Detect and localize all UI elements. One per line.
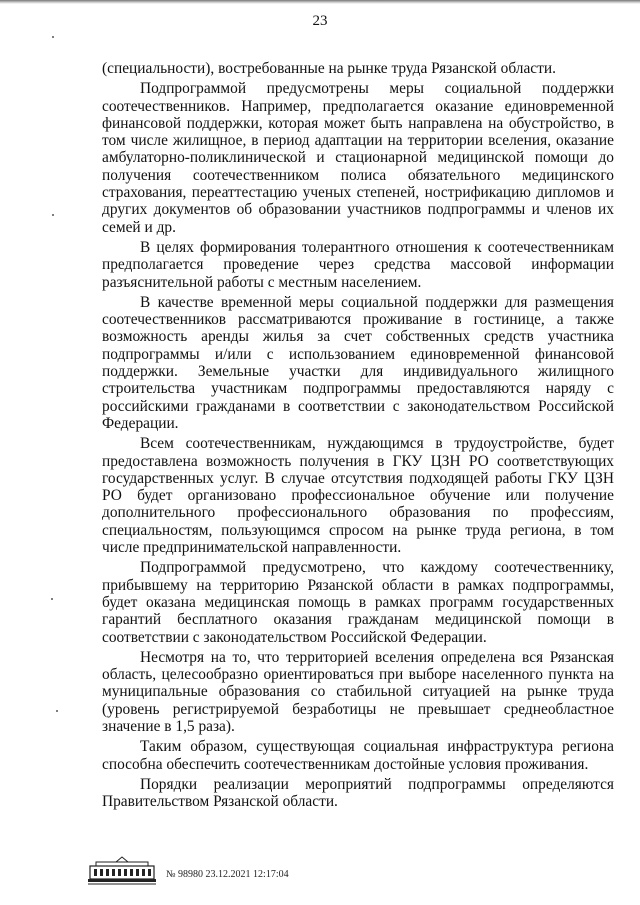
paragraph: В целях формирования толерантного отношения к соотечественникам предполагается проведение через средства массовой информации разъяснительной работы с местным населением. (102, 238, 614, 291)
paragraph: Несмотря на то, что территорией вселения определена вся Рязанская область, целесообразно ориентироваться при выборе населенного пункта на муниципальные образования со стабильной ситуацией на рынке труда (уровень регистрируемой безработицы не превышает среднеобластное значение в 1,5 раза). (102, 648, 614, 735)
page-number: 23 (312, 13, 328, 29)
scan-top-edge (0, 0, 640, 4)
scan-speck (56, 710, 58, 712)
paragraph: Таким образом, существующая социальная инфраструктура региона способна обеспечить соотечественникам достойные условия проживания. (102, 738, 614, 773)
registration-footer (86, 856, 386, 886)
building-stamp-icon (86, 856, 158, 886)
scan-speck (52, 36, 54, 38)
document-body (102, 60, 614, 810)
scan-speck (52, 214, 54, 216)
paragraph: (специальности), востребованные на рынке труда Рязанской области. (102, 60, 556, 77)
paragraph: В качестве временной меры социальной поддержки для размещения соотечественников рассматриваются проживание в гостинице, а также возможность аренды жилья за счет собственных средств участника подпрограммы и/или с использованием единовременной финансовой поддержки. Земельные участки для индивидуального жилищного строительства участникам подпрограммы предоставляются наряду с российскими гражданами в соответствии с законодательством Российской Федерации. (102, 293, 614, 432)
registration-stamp-text: № 98980 23.12.2021 12:17:04 (166, 869, 289, 880)
paragraph: Подпрограммой предусмотрены меры социальной поддержки соотечественников. Например, предполагается оказание единовременной финансовой поддержки, которая может быть направлена на обустройство, в том числе жилищное, в период адаптации на территории вселения, оказание амбулаторно-поликлинической и стационарной медицинской помощи до получения соотечественником полиса обязательного медицинского страхования, переаттестацию ученых степеней, нострификацию дипломов и других документов об образовании участников подпрограммы и членов их семей и др. (102, 80, 614, 236)
paragraph: Порядки реализации мероприятий подпрограммы определяются Правительством Рязанской области. (102, 775, 614, 811)
scan-speck (51, 598, 53, 600)
paragraph: Подпрограммой предусмотрено, что каждому соотечественнику, прибывшему на территорию Рязанской области в рамках подпрограммы, будет оказана медицинская помощь в рамках программ государственных гарантий бесплатного оказания гражданам медицинской помощи в соответствии с законодательством Российской Федерации. (102, 559, 614, 646)
paragraph: Всем соотечественникам, нуждающимся в трудоустройстве, будет предоставлена возможность получения в ГКУ ЦЗН РО соответствующих государственных услуг. В случае отсутствия подходящей работы ГКУ ЦЗН РО будет организовано профессиональное обучение или получение дополнительного профессионального образования по профессиям, специальностям, пользующимся спросом на рынке труда региона, в том числе предпринимательской направленности. (102, 435, 614, 557)
